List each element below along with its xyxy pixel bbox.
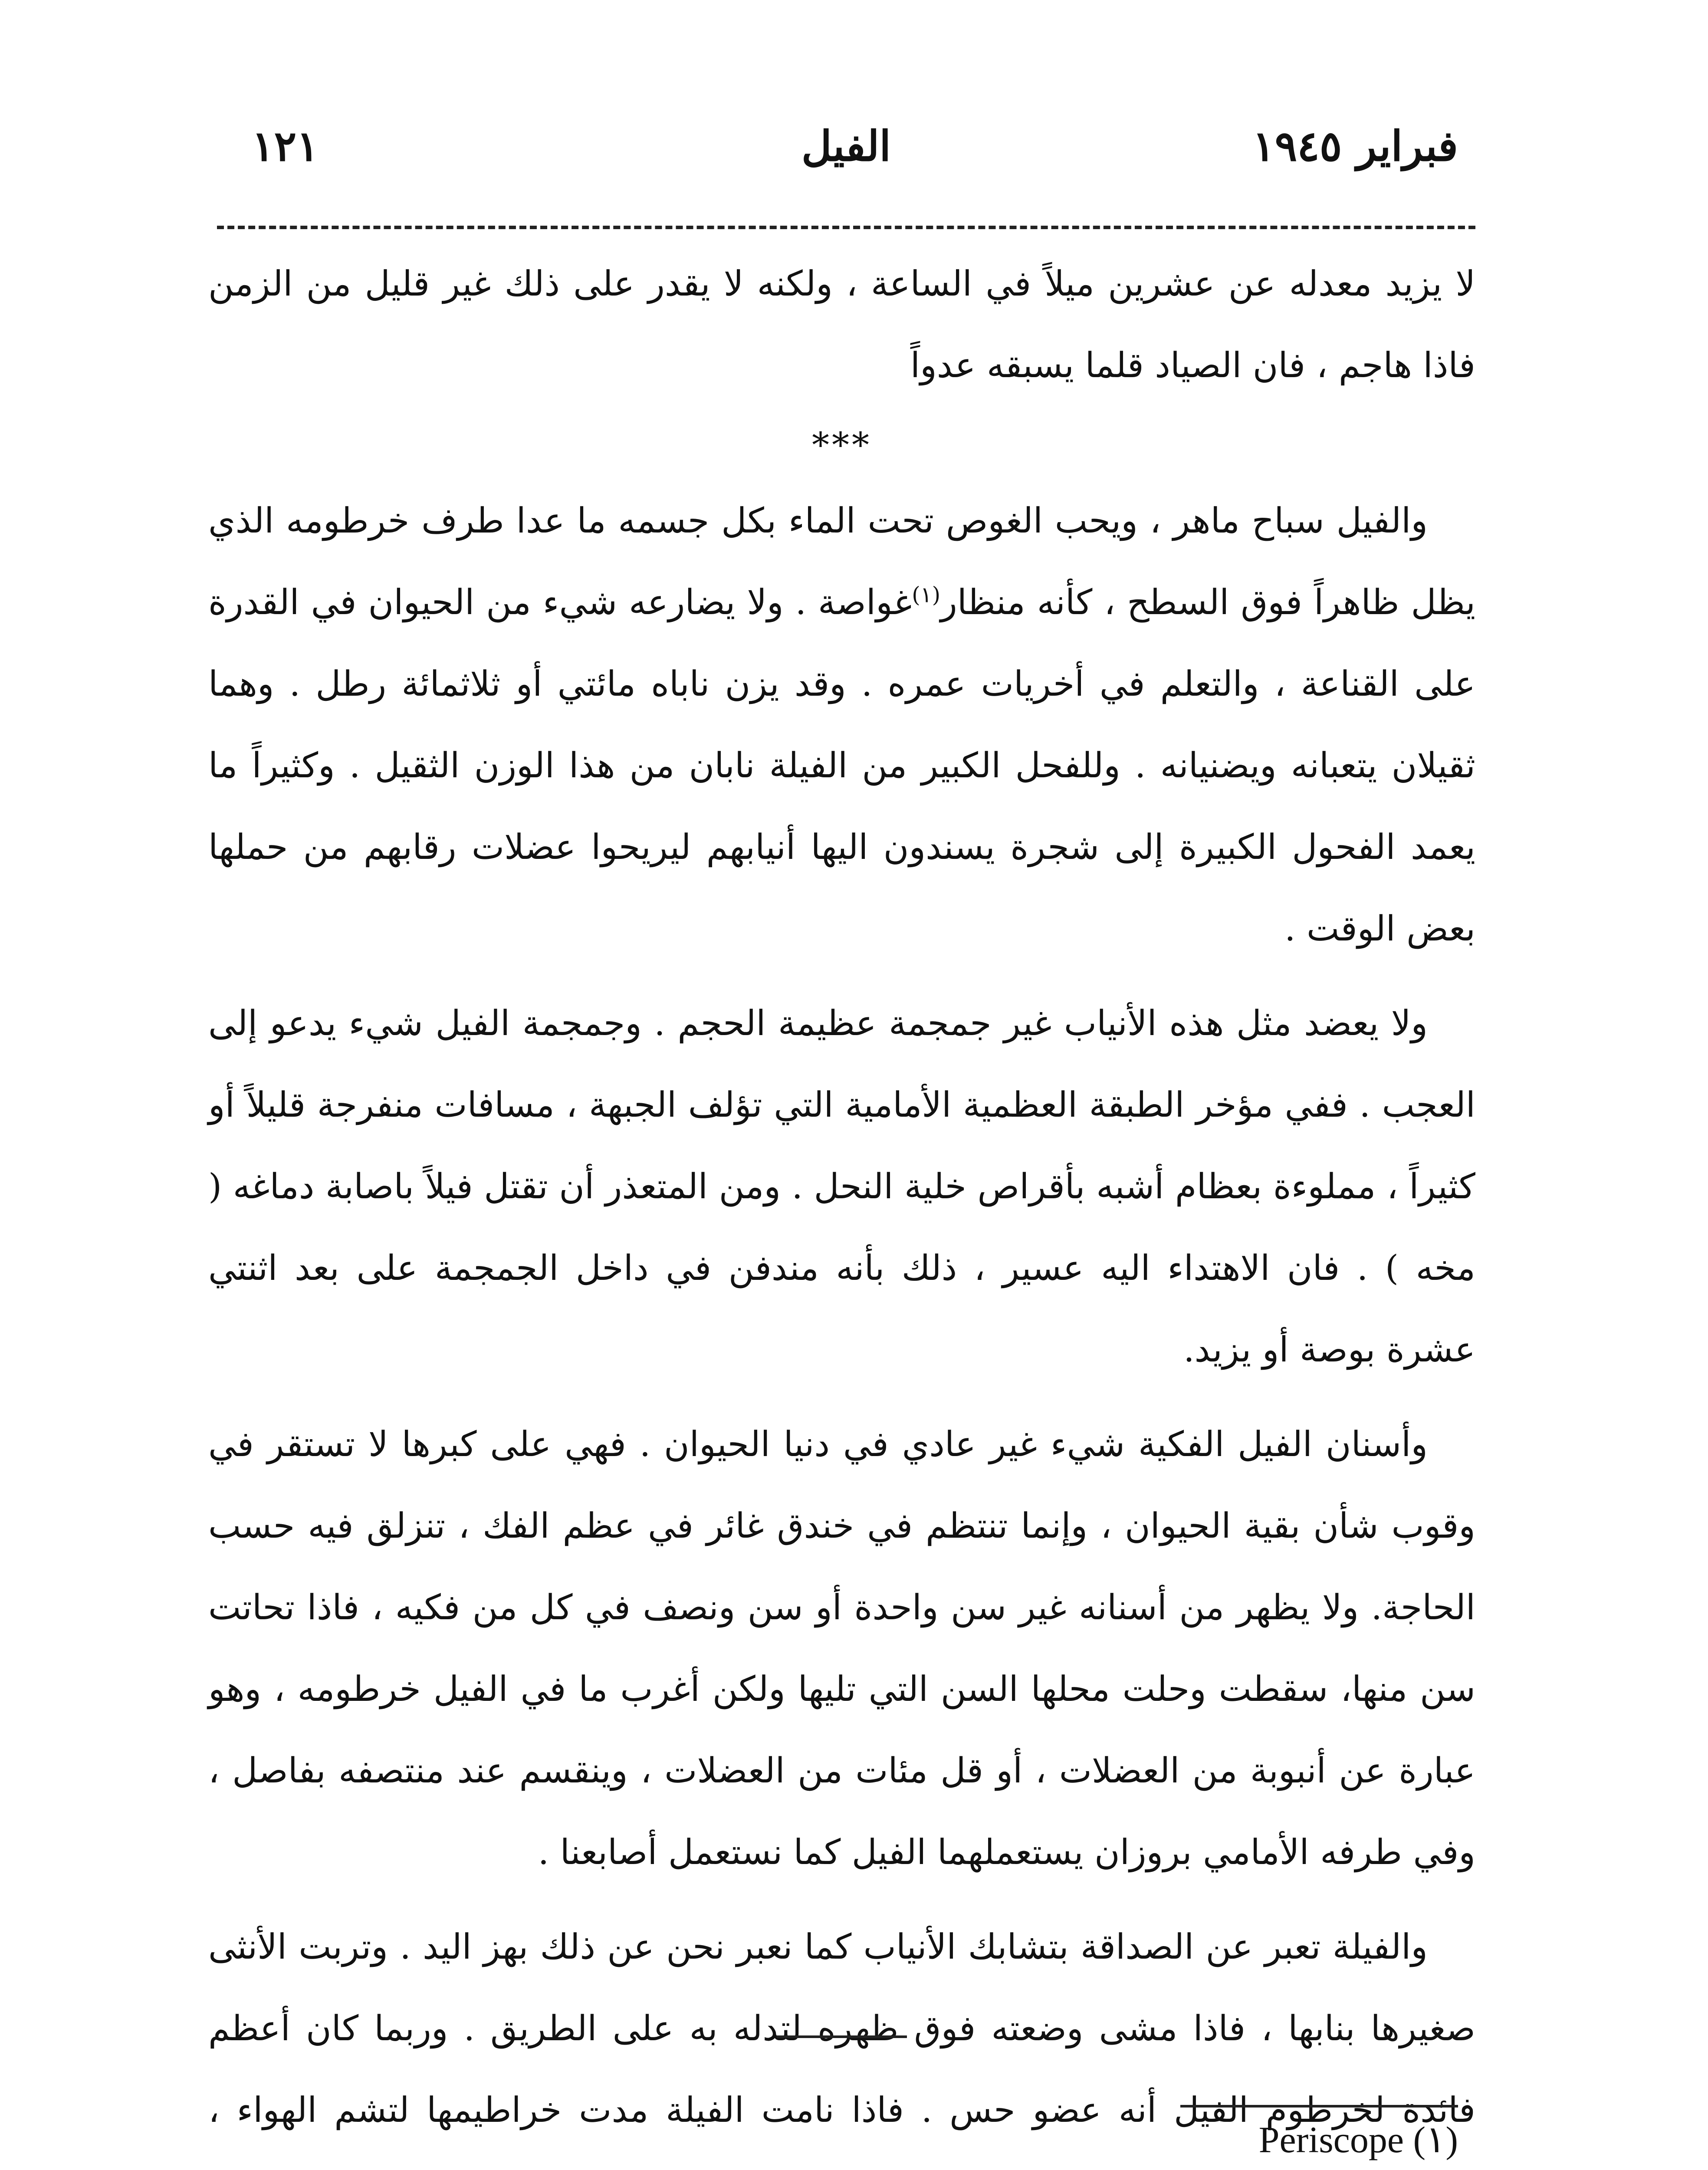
paragraph-skull: ولا يعضد مثل هذه الأنياب غير جمجمة عظيمة الحجم . وجمجمة الفيل شيء يدعو إلى العجب . ففي مؤخر الطبقة العظمية الأمامية التي تؤلف الجبهة ، مسافات منفرجة قليلاً أو كثيراً ، مملوءة بعظام أشبه بأقراص خلية النحل . ومن المتعذر أن تقتل فيلاً باصابة دماغه ( مخه ) . فان الاهتداء اليه عسير ، ذلك بأنه مندفن في داخل الجمجمة على بعد اثنتي عشرة بوصة أو يزيد. xyxy=(208,1003,1475,1370)
footnote-marker: (١) xyxy=(912,582,941,608)
header-divider xyxy=(217,226,1475,229)
header-page-number: ١٢١ xyxy=(252,122,319,171)
footnote-divider xyxy=(1180,2105,1458,2108)
running-header xyxy=(234,113,1458,191)
paragraph-swimming-text-a: والفيل سباح ماهر ، ويحب الغوص تحت الماء بكل جسمه ما عدا طرف خرطومه الذي يظل ظاهراً فوق السطح ، كأنه منظار xyxy=(208,500,1476,622)
end-divider xyxy=(777,2035,907,2038)
section-separator: *** xyxy=(812,425,872,465)
article-body xyxy=(208,243,1475,2170)
footnote-periscope: Periscope (١) xyxy=(1258,2119,1458,2160)
paragraph-continuation: لا يزيد معدله عن عشرين ميلاً في الساعة ، ولكنه لا يقدر على ذلك غير قليل من الزمن فاذا هاجم ، فان الصياد قلما يسبقه عدواً xyxy=(208,263,1476,385)
header-date: فبراير ١٩٤٥ xyxy=(1252,122,1458,171)
paragraph-swimming xyxy=(208,480,1475,970)
header-title: الفيل xyxy=(801,122,891,171)
paragraph-teeth: وأسنان الفيل الفكية شيء غير عادي في دنيا الحيوان . فهي على كبرها لا تستقر في وقوب شأن بقية الحيوان ، وإنما تنتظم في خندق غائر في عظم الفك ، تنزلق فيه حسب الحاجة. ولا يظهر من أسنانه غير سن واحدة أو سن ونصف في كل من فكيه ، فاذا تحاتت سن منها، سقطت وحلت محلها السن التي تليها ولكن أغرب ما في الفيل خرطومه ، وهو عبارة عن أنبوبة من العضلات ، أو قل مئات من العضلات ، وينقسم عند منتصفه بفاصل ، وفي طرفه الأمامي بروزان يستعملهما الفيل كما نستعمل أصابعنا . xyxy=(208,1424,1475,1872)
paragraph-friendship: والفيلة تعبر عن الصداقة بتشابك الأنياب كما نعبر نحن عن ذلك بهز اليد . وتربت الأنثى صغيرها بنابها ، فاذا مشى وضعته فوق ظهره لتدله به على الطريق . وربما كان أعظم فائدة لخرطوم الفيل أنه عضو حس . فاذا نامت الفيلة مدت خراطيمها لتشم الهواء ، xyxy=(208,1927,1476,2130)
paragraph-swimming-text-b: غواصة . ولا يضارعه شيء من الحيوان في القدرة على القناعة ، والتعلم في أخريات عمره . وقد يزن ناباه مائتي أو ثلاثمائة رطل . وهما ثقيلان يتعبانه ويضنيانه . وللفحل الكبير من الفيلة نابان من هذا الوزن الثقيل . وكثيراً ما يعمد الفحول الكبيرة إلى شجرة يسندون اليها أنيابهم ليريحوا عضلات رقابهم من حملها بعض الوقت . xyxy=(208,582,1475,949)
